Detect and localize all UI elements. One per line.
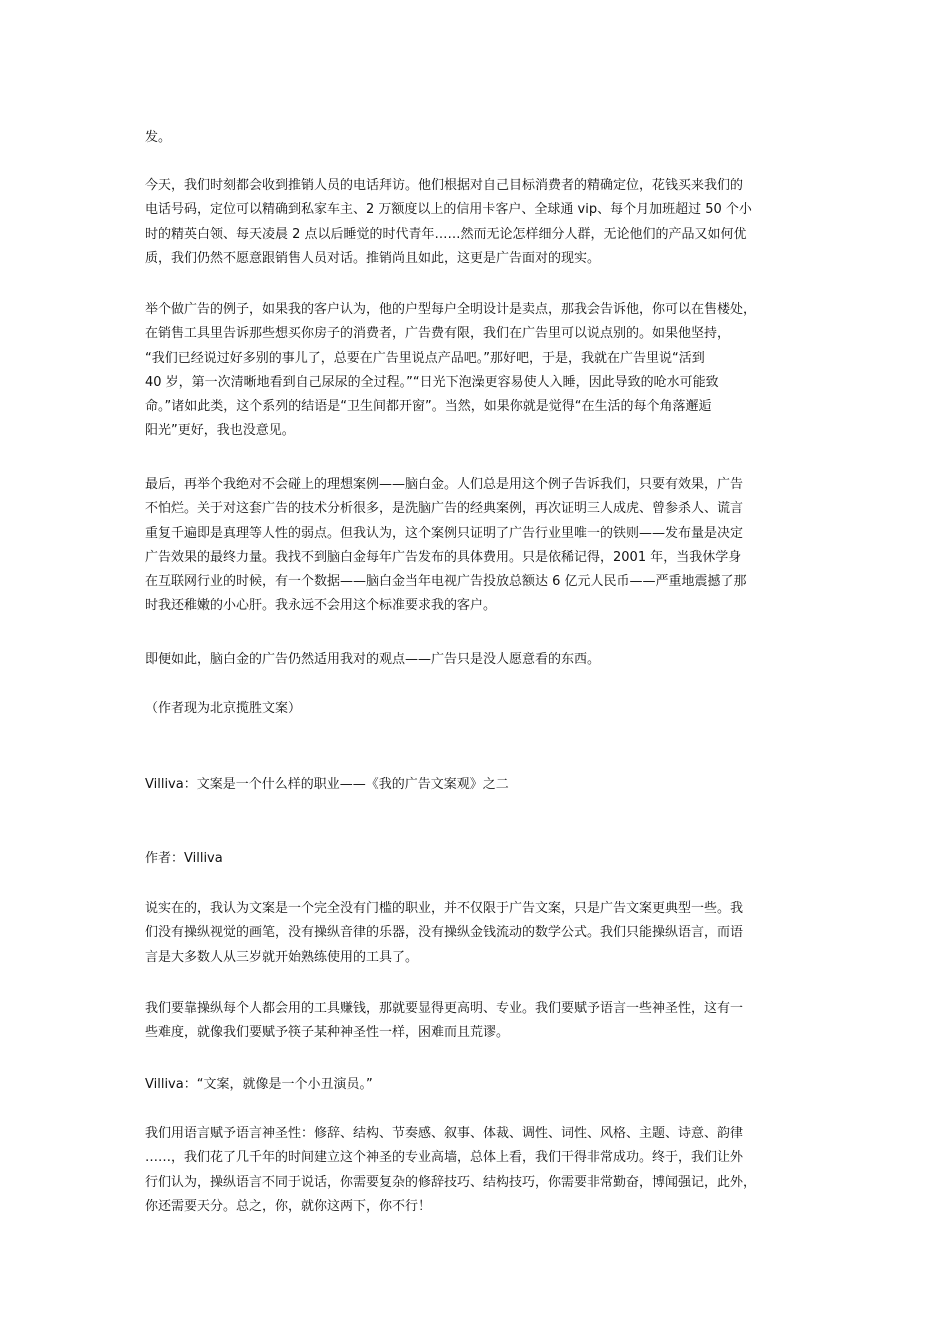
paragraph-line: 最后，再举个我绝对不会碰上的理想案例——脑白金。人们总是用这个例子告诉我们，只要有效果，广告	[145, 477, 744, 492]
paragraph-language	[145, 1122, 756, 1219]
article-author: 作者：Villiva	[145, 851, 223, 866]
paragraph-even: 即便如此，脑白金的广告仍然适用我对的观点——广告只是没人愿意看的东西。	[145, 652, 601, 667]
paragraph-line: 命。”诸如此类，这个系列的结语是“卫生间都开窗”。当然，如果你就是觉得“在生活的每个角落邂逅	[145, 399, 712, 415]
paragraph-fa: 发。	[145, 130, 172, 145]
author-note: （作者现为北京揽胜文案）	[145, 701, 302, 716]
paragraph-line: 些难度，就像我们要赋予筷子某种神圣性一样，困难而且荒谬。	[145, 1025, 510, 1041]
paragraph-line: “我们已经说过好多别的事儿了，总要在广告里说点产品吧。”那好吧，于是，我就在广告里说“活到	[145, 350, 705, 366]
paragraph-line: 在销售工具里告诉那些想买你房子的消费者，广告费有限，我们在广告里可以说点别的。如果他坚持，	[145, 326, 731, 342]
paragraph-line: 言是大多数人从三岁就开始熟练使用的工具了。	[145, 949, 419, 965]
paragraph-line: 们没有操纵视觉的画笔，没有操纵音律的乐器，没有操纵金钱流动的数学公式。我们只能操纵语言，而语	[145, 925, 744, 941]
paragraph-line: 举个做广告的例子，如果我的客户认为，他的户型每户全明设计是卖点，那我会告诉他，你可以在售楼处，	[145, 302, 757, 317]
paragraph-rely	[145, 997, 743, 1046]
paragraph-today	[145, 174, 752, 271]
paragraph-line: 我们要靠操纵每个人都会用的工具赚钱，那就要显得更高明、专业。我们要赋予语言一些神圣性，这有一	[145, 1001, 744, 1016]
paragraph-line: 不怕烂。关于对这套广告的技术分析很多，是洗脑广告的经典案例，再次证明三人成虎、曾参杀人、谎言	[145, 501, 744, 517]
paragraph-honest	[145, 897, 743, 970]
paragraph-line: 在互联网行业的时候，有一个数据——脑白金当年电视广告投放总额达 6 亿元人民币——严重地震撼了那	[145, 574, 747, 590]
paragraph-line: 时我还稚嫩的小心肝。我永远不会用这个标准要求我的客户。	[145, 598, 497, 614]
paragraph-line: 行们认为，操纵语言不同于说话，你需要复杂的修辞技巧、结构技巧，你需要非常勤奋，博闻强记，此外，	[145, 1174, 757, 1190]
paragraph-line: 质，我们仍然不愿意跟销售人员对话。推销尚且如此，这更是广告面对的现实。	[145, 250, 601, 266]
paragraph-line: 电话号码，定位可以精确到私家车主、2 万额度以上的信用卡客户、全球通 vip、每个月加班超过 50 个小	[145, 202, 752, 218]
quote-line: Villiva：“文案，就像是一个小丑演员。”	[145, 1077, 373, 1092]
paragraph-line: 重复千遍即是真理等人性的弱点。但我认为，这个案例只证明了广告行业里唯一的铁则——发布量是决定	[145, 525, 744, 541]
paragraph-final	[145, 473, 747, 619]
paragraph-line: 说实在的，我认为文案是一个完全没有门槛的职业，并不仅限于广告文案，只是广告文案更典型一些。我	[145, 901, 744, 916]
paragraph-line: 今天，我们时刻都会收到推销人员的电话拜访。他们根据对自己目标消费者的精确定位，花钱买来我们的	[145, 178, 744, 193]
paragraph-line: 40 岁，第一次清晰地看到自己尿尿的全过程。”“日光下泡澡更容易使人入睡，因此导致的呛水可能致	[145, 374, 719, 390]
paragraph-example	[145, 298, 756, 444]
paragraph-line: 广告效果的最终力量。我找不到脑白金每年广告发布的具体费用。只是依稀记得，2001 年，当我休学身	[145, 549, 742, 565]
paragraph-line: ……，我们花了几千年的时间建立这个神圣的专业高墙，总体上看，我们干得非常成功。终于，我们让外	[145, 1150, 744, 1166]
paragraph-line: 阳光”更好，我也没意见。	[145, 423, 295, 439]
article-title: Villiva：文案是一个什么样的职业——《我的广告文案观》之二	[145, 777, 509, 792]
paragraph-line: 我们用语言赋予语言神圣性：修辞、结构、节奏感、叙事、体裁、调性、词性、风格、主题、诗意、韵律	[145, 1126, 744, 1141]
paragraph-line: 时的精英白领、每天凌晨 2 点以后睡觉的时代青年……然而无论怎样细分人群，无论他们的产品又如何优	[145, 226, 747, 242]
paragraph-line: 你还需要天分。总之，你，就你这两下，你不行！	[145, 1198, 432, 1214]
